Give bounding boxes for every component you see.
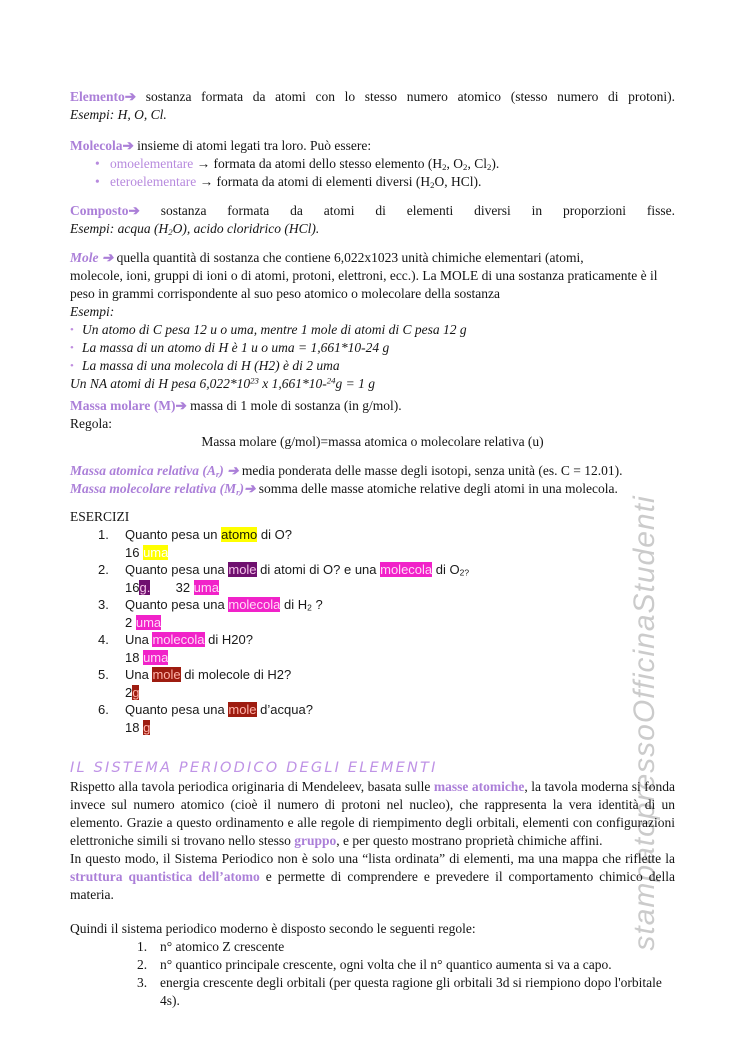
exercise-number: 2. bbox=[98, 562, 109, 577]
mole-body bbox=[70, 249, 675, 303]
regola-number: 2. bbox=[137, 957, 148, 972]
term-molecola: Molecola➔ bbox=[70, 138, 134, 153]
exercise-question: Una molecola di H20? bbox=[125, 632, 253, 647]
exercise-answer: 2 uma bbox=[125, 614, 162, 630]
exercise-answer: 18 g bbox=[125, 719, 151, 735]
exercise-answer: 2g bbox=[125, 684, 140, 700]
exercise-item-4 bbox=[70, 631, 675, 666]
exercise-answer: 16 uma bbox=[125, 544, 169, 560]
regola-item-3 bbox=[70, 974, 675, 1010]
definition-massa-molecolare-relativa: somma delle masse atomiche relative degli atomi in una molecola. bbox=[258, 481, 618, 496]
esercizi-list bbox=[70, 526, 675, 736]
regola-number: 1. bbox=[137, 939, 148, 954]
paragraph-composto bbox=[70, 202, 675, 238]
esempio-text: Un atomo di C pesa 12 u o uma, mentre 1 mole di atomi di C pesa 12 g bbox=[82, 322, 467, 337]
molecola-heading-line bbox=[70, 137, 675, 155]
esempi-elemento: Esempi: H, O, Cl. bbox=[70, 107, 167, 122]
definition-composto: sostanza formata da atomi di elementi diversi in proporzioni fisse. bbox=[160, 203, 676, 218]
section-esercizi bbox=[70, 508, 675, 736]
exercise-item-3 bbox=[70, 596, 675, 631]
term-elemento: Elemento➔ bbox=[70, 89, 137, 104]
exercise-question: Quanto pesa una mole di atomi di O? e una molecola di $O_{2?}$ bbox=[125, 562, 470, 578]
regola-number: 3. bbox=[137, 975, 148, 990]
paragraph-masse-relative bbox=[70, 462, 675, 498]
bullet-icon: • bbox=[95, 174, 100, 189]
sistema-paragraph-2: In questo modo, il Sistema Periodico non è solo una “lista ordinata” di elementi, ma una mappa che riflette la struttura quantistica dell’atomo e permette di comprendere e prevedere il comportamento chimico della materia. bbox=[70, 851, 675, 902]
regola-label: Regola: bbox=[70, 416, 112, 431]
esercizi-title: ESERCIZI bbox=[70, 509, 130, 524]
regole-list bbox=[70, 938, 675, 1010]
massa-atomica-relativa-line bbox=[70, 462, 675, 480]
exercise-item-6 bbox=[70, 701, 675, 736]
paragraph-elemento bbox=[70, 88, 675, 106]
exercise-answer: 18 uma bbox=[125, 649, 169, 665]
regola-text: n° atomico Z crescente bbox=[160, 939, 285, 954]
definition-molecola: insieme di atomi legati tra loro. Può essere: bbox=[137, 138, 372, 153]
bullet-icon: • bbox=[70, 360, 74, 372]
exercise-question: Quanto pesa una molecola di $H_2$ ? bbox=[125, 597, 323, 613]
massa-molare-line bbox=[70, 397, 675, 415]
mole-esempio-last: Un NA atomi di H pesa $6,022*10^{23}$ x 1,661*10-$^{24}$g = 1 g bbox=[70, 375, 376, 391]
term-composto: Composto➔ bbox=[70, 203, 140, 218]
bullet-text: omoelementare → formata da atomi dello stesso elemento ($H_2$, $O_2$, $Cl_2$). bbox=[110, 156, 500, 172]
definition-massa-atomica-relativa: media ponderata delle masse degli isotopi, senza unità (es. C = 12.01). bbox=[241, 463, 623, 478]
exercise-item-5 bbox=[70, 666, 675, 701]
massa-molare-formula: Massa molare (g/mol)=massa atomica o molecolare relativa (u) bbox=[201, 434, 544, 449]
exercise-number: 1. bbox=[98, 527, 109, 542]
bullet-icon: • bbox=[70, 324, 74, 336]
molecola-bullet-eteroelementare bbox=[70, 173, 675, 191]
definition-mole: quella quantità di sostanza che contiene 6,022x1023 unità chimiche elementari (atomi, molecole, ioni, gruppi di ioni o di atomi, protoni, elettroni, ecc.). La MOLE di una sostanza praticamente è il peso in grammi corrispondente al suo peso atomico o molecolare della sostanza bbox=[70, 250, 658, 301]
exercise-number: 5. bbox=[98, 667, 109, 682]
bullet-text: eteroelementare → formata da atomi di elementi diversi ($H_2O$, HCl). bbox=[110, 174, 482, 190]
exercise-item-2 bbox=[70, 561, 675, 596]
term-massa-atomica-relativa: Massa atomica relativa $(A_r)$ ➔ bbox=[70, 463, 239, 479]
paragraph-molecola bbox=[70, 137, 675, 191]
term-mole: Mole ➔ bbox=[70, 250, 114, 265]
exercise-answer: 16g. 32 uma bbox=[125, 579, 219, 595]
regola-item-2 bbox=[70, 956, 675, 974]
regola-text: energia crescente degli orbitali (per questa ragione gli orbitali 3d si riempiono dopo l'orbitale 4s). bbox=[160, 975, 662, 1008]
regola-text: n° quantico principale crescente, ogni volta che il n° quantico aumenta si va a capo. bbox=[160, 957, 612, 972]
mole-esempio-1 bbox=[70, 321, 675, 339]
exercise-question: Una mole di molecole di H2? bbox=[125, 667, 292, 682]
exercise-question: Quanto pesa un atomo di O? bbox=[125, 527, 292, 542]
term-massa-molare: Massa molare (M)➔ bbox=[70, 398, 187, 413]
exercise-number: 4. bbox=[98, 632, 109, 647]
section-regole bbox=[70, 920, 675, 1010]
term-massa-molecolare-relativa: Massa molecolare relativa $(M_r)➔$ bbox=[70, 481, 256, 497]
bullet-icon: • bbox=[95, 156, 100, 171]
section-title-sistema-periodico: IL SISTEMA PERIODICO DEGLI ELEMENTI bbox=[70, 760, 438, 776]
composto-heading-line bbox=[70, 202, 675, 220]
watermark-text: stampatopressoOfficinaStudenti bbox=[628, 495, 661, 951]
regole-intro: Quindi il sistema periodico moderno è disposto secondo le seguenti regole: bbox=[70, 921, 476, 936]
exercise-number: 6. bbox=[98, 702, 109, 717]
exercise-question: Quanto pesa una mole d’acqua? bbox=[125, 702, 313, 717]
esempi-composto: Esempi: acqua $(H_2O)$, acido cloridrico (HCl). bbox=[70, 221, 320, 237]
mole-esempio-3 bbox=[70, 357, 675, 375]
esempio-text: La massa di un atomo di H è 1 u o uma = 1,661*10-24 g bbox=[82, 340, 390, 355]
sistema-paragraph-1: Rispetto alla tavola periodica originaria di Mendeleev, basata sulle masse atomiche, la tavola moderna si fonda invece sul numero atomico (cioè il numero di protoni nel nucleo), che rappresenta la vera identità di un elemento. Grazie a questo ordinamento e alle regole di riempimento degli orbitali, elementi con configurazioni elettroniche simili si trovano nello stesso gruppo, e per questo mostrano proprietà chimiche affini. bbox=[70, 779, 676, 848]
paragraph-mole bbox=[70, 249, 675, 393]
massa-molecolare-relativa-line bbox=[70, 480, 675, 498]
mole-esempi-title: Esempi: bbox=[70, 304, 115, 319]
paragraph-massa-molare bbox=[70, 397, 675, 451]
definition-massa-molare: massa di 1 mole di sostanza (in g/mol). bbox=[190, 398, 402, 413]
exercise-item-1 bbox=[70, 526, 675, 561]
regola-item-1 bbox=[70, 938, 675, 956]
molecola-bullet-omoelementare bbox=[70, 155, 675, 173]
definition-elemento: sostanza formata da atomi con lo stesso numero atomico (stesso numero di protoni). bbox=[145, 89, 676, 104]
exercise-number: 3. bbox=[98, 597, 109, 612]
esempio-text: La massa di una molecola di H (H2) è di 2 uma bbox=[82, 358, 340, 373]
bullet-icon: • bbox=[70, 342, 74, 354]
mole-esempio-2 bbox=[70, 339, 675, 357]
